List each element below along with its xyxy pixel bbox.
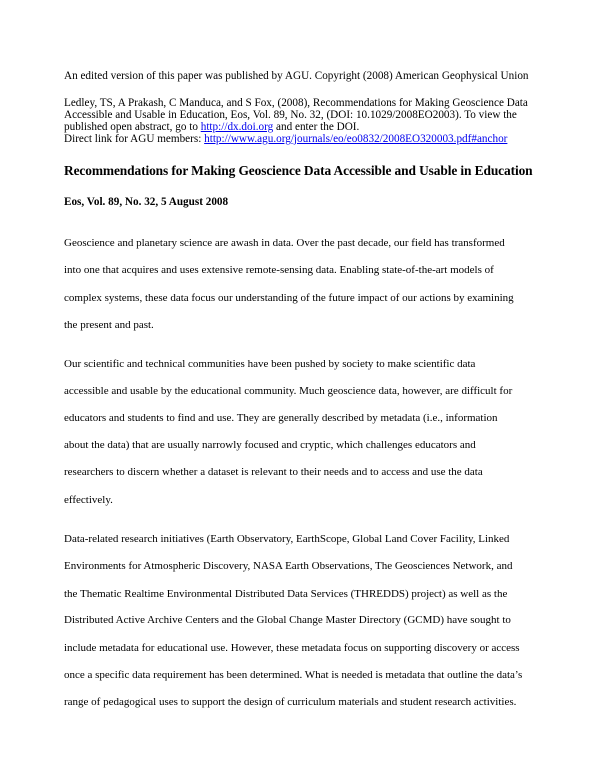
paragraph-line: complex systems, these data focus our understanding of the future impact of our actions by examining — [64, 292, 514, 304]
paragraph-line: into one that acquires and uses extensive remote-sensing data. Enabling state-of-the-art models of — [64, 264, 494, 276]
citation-line: Ledley, TS, A Prakash, C Manduca, and S Fox, (2008), Recommendations for Making Geoscience Data — [64, 97, 528, 109]
citation-text: and enter the DOI. — [273, 121, 360, 133]
paragraph-line: Environments for Atmospheric Discovery, NASA Earth Observations, The Geosciences Network, and — [64, 560, 513, 572]
direct-link-line — [64, 133, 507, 146]
paragraph-line: once a specific data requirement has been determined. What is needed is metadata that outline the data’s — [64, 669, 523, 681]
doi-link[interactable]: http://dx.doi.org — [200, 121, 274, 133]
paragraph-line: the Thematic Realtime Environmental Distributed Data Services (THREDDS) project) as well as the — [64, 588, 508, 600]
paragraph-line: the present and past. — [64, 319, 154, 331]
paragraph-line: range of pedagogical uses to support the design of curriculum materials and student research activities. — [64, 696, 517, 708]
direct-link-label: Direct link for AGU members: — [64, 133, 205, 145]
paragraph-line: Our scientific and technical communities have been pushed by society to make scientific data — [64, 358, 476, 370]
copyright-notice: An edited version of this paper was published by AGU. Copyright (2008) American Geophysical Union — [64, 70, 529, 82]
paragraph-line: researchers to discern whether a dataset is relevant to their needs and to access and use the data — [64, 466, 483, 478]
article-subtitle: Eos, Vol. 89, No. 32, 5 August 2008 — [64, 196, 229, 208]
agu-pdf-link[interactable]: http://www.agu.org/journals/eo/eo0832/2008EO320003.pdf#anchor — [204, 133, 508, 145]
paragraph-line: accessible and usable by the educational community. Much geoscience data, however, are difficult for — [64, 385, 513, 397]
paragraph-line: about the data) that are usually narrowly focused and cryptic, which challenges educators and — [64, 439, 476, 451]
paragraph-line: educators and students to find and use. They are generally described by metadata (i.e., information — [64, 412, 498, 424]
paragraph-line: Data-related research initiatives (Earth Observatory, EarthScope, Global Land Cover Facility, Linked — [64, 533, 510, 545]
citation-line: Accessible and Usable in Education, Eos, Vol. 89, No. 32, (DOI: 10.1029/2008EO2003). To view the — [64, 109, 517, 121]
paragraph-line: Geoscience and planetary science are awash in data. Over the past decade, our field has transformed — [64, 237, 505, 249]
paragraph-line: Distributed Active Archive Centers and the Global Change Master Directory (GCMD) have sought to — [64, 614, 511, 626]
paragraph-line: effectively. — [64, 494, 113, 506]
citation-text: published open abstract, go to — [64, 121, 201, 133]
paragraph-line: include metadata for educational use. However, these metadata focus on supporting discovery or access — [64, 642, 520, 654]
article-title: Recommendations for Making Geoscience Data Accessible and Usable in Education — [64, 163, 533, 178]
